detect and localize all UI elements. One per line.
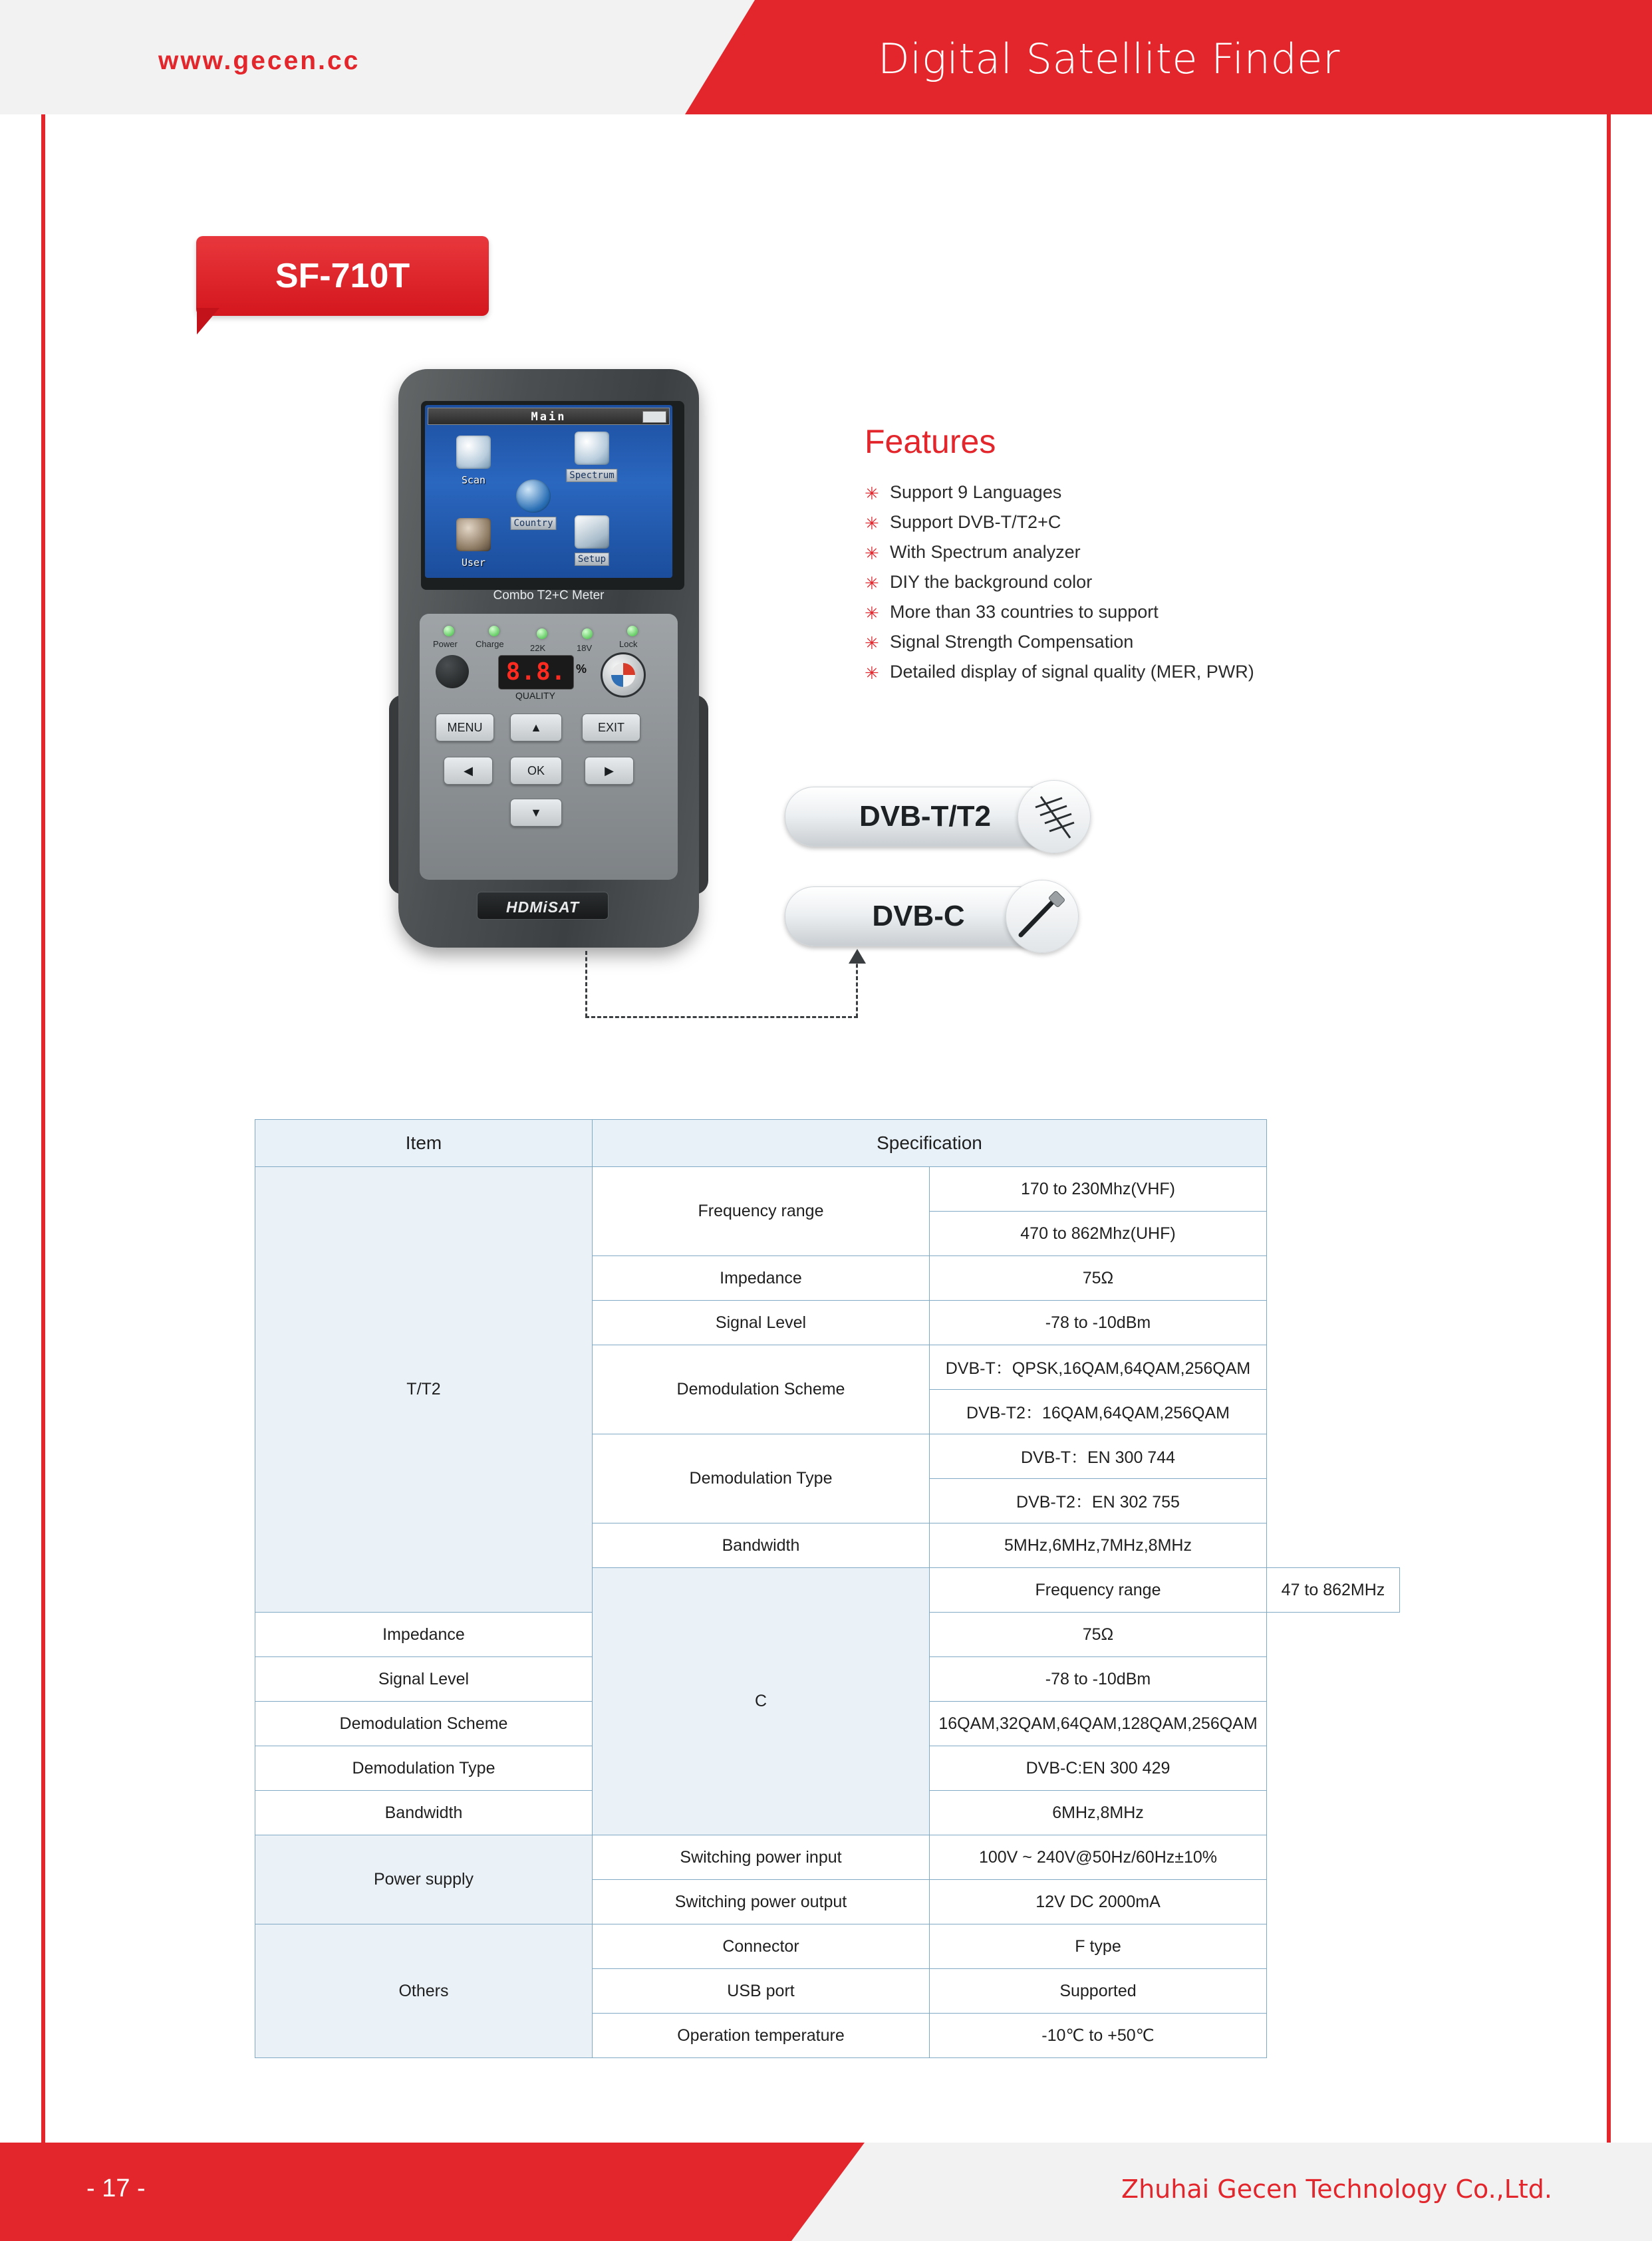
speaker-icon bbox=[436, 655, 469, 688]
feature-label: Signal Strength Compensation bbox=[890, 632, 1134, 652]
feature-item bbox=[865, 602, 1463, 632]
bullet-icon: ✳ bbox=[865, 633, 879, 653]
param-value: DVB-C:EN 300 429 bbox=[930, 1746, 1267, 1791]
screen-icon-label: Setup bbox=[575, 553, 609, 566]
company-name: Zhuhai Gecen Technology Co.,Ltd. bbox=[1121, 2175, 1552, 2204]
param-label: Switching power input bbox=[593, 1835, 930, 1880]
badge-circle-antenna bbox=[1018, 780, 1091, 853]
param-label: Connector bbox=[593, 1924, 930, 1969]
user-icon bbox=[456, 518, 491, 551]
page-border-left bbox=[41, 114, 45, 2143]
param-value: 6MHz,8MHz bbox=[930, 1791, 1267, 1835]
features-heading: Features bbox=[865, 423, 996, 460]
led-18v-icon bbox=[582, 628, 593, 639]
device-sublabel: Combo T2+C Meter bbox=[493, 589, 605, 602]
site-url: www.gecen.cc bbox=[158, 47, 360, 75]
feature-item bbox=[865, 662, 1463, 692]
page-title: Digital Satellite Finder bbox=[878, 35, 1340, 83]
feature-item bbox=[865, 572, 1463, 602]
feature-item bbox=[865, 512, 1463, 542]
bullet-icon: ✳ bbox=[865, 573, 879, 593]
screen-icon-label: User bbox=[461, 557, 486, 569]
compass-icon bbox=[601, 652, 646, 698]
menu-button[interactable]: MENU bbox=[436, 714, 494, 741]
bullet-icon: ✳ bbox=[865, 543, 879, 563]
category-label: T/T2 bbox=[255, 1167, 593, 1613]
table-row bbox=[255, 1167, 1400, 1212]
led-charge-label: Charge bbox=[476, 639, 504, 649]
antenna-icon bbox=[1018, 781, 1090, 853]
feature-label: With Spectrum analyzer bbox=[890, 542, 1081, 562]
bullet-icon: ✳ bbox=[865, 663, 879, 683]
model-tag-label: SF-710T bbox=[275, 257, 410, 295]
led-lock-label: Lock bbox=[619, 639, 638, 649]
device-illustration bbox=[389, 369, 708, 954]
magnifier-icon bbox=[456, 436, 491, 469]
param-value: -78 to -10dBm bbox=[930, 1301, 1267, 1345]
led-charge-icon bbox=[489, 626, 499, 636]
screen-icon-label: Country bbox=[510, 517, 556, 530]
feature-item bbox=[865, 632, 1463, 662]
connector-line-vertical-right bbox=[856, 958, 858, 1017]
param-value: 170 to 230Mhz(VHF) bbox=[930, 1167, 1267, 1212]
quality-caption: QUALITY bbox=[515, 690, 555, 701]
param-value: -78 to -10dBm bbox=[930, 1657, 1267, 1702]
param-label: Impedance bbox=[593, 1256, 930, 1301]
quality-display bbox=[498, 655, 587, 690]
param-label: Impedance bbox=[255, 1613, 593, 1657]
quality-value: 8.8. bbox=[505, 658, 567, 686]
screen-icon-spectrum bbox=[555, 430, 628, 483]
param-value: DVB-T：EN 300 744 bbox=[930, 1434, 1267, 1479]
led-power-label: Power bbox=[433, 639, 458, 649]
feature-label: Support 9 Languages bbox=[890, 482, 1062, 502]
page-header bbox=[0, 0, 1652, 114]
param-label: Frequency range bbox=[930, 1568, 1267, 1613]
screen-title: Main bbox=[531, 410, 567, 424]
param-value: 16QAM,32QAM,64QAM,128QAM,256QAM bbox=[930, 1702, 1267, 1746]
param-label: Bandwidth bbox=[255, 1791, 593, 1835]
led-22k-label: 22K bbox=[530, 643, 546, 653]
param-label: Bandwidth bbox=[593, 1523, 930, 1568]
feature-label: Detailed display of signal quality (MER, PWR) bbox=[890, 662, 1254, 682]
feature-label: Support DVB-T/T2+C bbox=[890, 512, 1061, 532]
table-row bbox=[255, 1924, 1400, 1969]
bullet-icon: ✳ bbox=[865, 603, 879, 623]
screen-titlebar bbox=[428, 408, 670, 425]
param-value: DVB-T2：16QAM,64QAM,256QAM bbox=[930, 1390, 1267, 1434]
param-value: 470 to 862Mhz(UHF) bbox=[930, 1212, 1267, 1256]
led-18v-label: 18V bbox=[577, 643, 593, 653]
down-button[interactable]: ▼ bbox=[510, 799, 562, 827]
compass-inner bbox=[611, 663, 635, 687]
feature-item bbox=[865, 542, 1463, 572]
specification-table bbox=[255, 1119, 1400, 2058]
spectrum-icon bbox=[575, 432, 609, 465]
feature-item bbox=[865, 482, 1463, 512]
param-label: Demodulation Scheme bbox=[255, 1702, 593, 1746]
param-value: DVB-T：QPSK,16QAM,64QAM,256QAM bbox=[930, 1345, 1267, 1390]
param-value: 75Ω bbox=[930, 1613, 1267, 1657]
screen-icon-label: Spectrum bbox=[566, 469, 617, 482]
coax-cable-icon bbox=[1006, 880, 1078, 952]
param-label: Demodulation Scheme bbox=[593, 1345, 930, 1434]
param-label: USB port bbox=[593, 1969, 930, 2014]
table-header-row bbox=[255, 1120, 1400, 1167]
param-value: 5MHz,6MHz,7MHz,8MHz bbox=[930, 1523, 1267, 1568]
page-number: - 17 - bbox=[86, 2175, 146, 2202]
param-value: Supported bbox=[930, 1969, 1267, 2014]
connector-line-vertical-left bbox=[585, 951, 587, 1017]
exit-button[interactable]: EXIT bbox=[582, 714, 640, 741]
page-border-right bbox=[1607, 114, 1611, 2143]
category-label: Power supply bbox=[255, 1835, 593, 1924]
page-footer bbox=[0, 2143, 1652, 2241]
param-value: 12V DC 2000mA bbox=[930, 1880, 1267, 1924]
screen-icon-user bbox=[437, 517, 510, 570]
bullet-icon: ✳ bbox=[865, 483, 879, 503]
globe-icon bbox=[516, 479, 551, 513]
param-label: Frequency range bbox=[593, 1167, 930, 1256]
param-value: F type bbox=[930, 1924, 1267, 1969]
connector-line-horizontal bbox=[585, 1016, 858, 1018]
right-button[interactable]: ▶ bbox=[585, 757, 634, 785]
param-value: 100V ~ 240V@50Hz/60Hz±10% bbox=[930, 1835, 1267, 1880]
features-list bbox=[865, 482, 1463, 692]
feature-label: More than 33 countries to support bbox=[890, 602, 1159, 622]
category-label: C bbox=[593, 1568, 930, 1835]
param-label: Demodulation Type bbox=[255, 1746, 593, 1791]
screen-icon-label: Scan bbox=[461, 474, 486, 486]
left-button[interactable]: ◀ bbox=[444, 757, 493, 785]
brand-label: HDMiSAT bbox=[505, 898, 580, 916]
screen-status-box bbox=[642, 411, 666, 423]
param-label: Demodulation Type bbox=[593, 1434, 930, 1523]
connector-arrow-head bbox=[849, 949, 866, 964]
setup-icon bbox=[575, 515, 609, 549]
led-22k-icon bbox=[537, 628, 547, 639]
quality-percent: % bbox=[575, 662, 587, 676]
led-lock-icon bbox=[627, 626, 638, 636]
device-keypad-panel bbox=[420, 614, 678, 880]
header-left-background bbox=[0, 0, 771, 114]
param-value: -10℃ to +50℃ bbox=[930, 2014, 1267, 2058]
param-label: Operation temperature bbox=[593, 2014, 930, 2058]
param-value: 75Ω bbox=[930, 1256, 1267, 1301]
led-power-icon bbox=[444, 626, 454, 636]
table-header-item: Item bbox=[255, 1120, 593, 1167]
table-header-specification: Specification bbox=[593, 1120, 1267, 1167]
category-label: Others bbox=[255, 1924, 593, 2058]
badge-label: DVB-C bbox=[872, 900, 965, 932]
badge-label: DVB-T/T2 bbox=[859, 800, 991, 833]
table-row bbox=[255, 1835, 1400, 1880]
up-button[interactable]: ▲ bbox=[510, 714, 562, 741]
device-screen bbox=[425, 405, 672, 578]
param-value: 47 to 862MHz bbox=[1267, 1568, 1400, 1613]
param-label: Switching power output bbox=[593, 1880, 930, 1924]
brand-plate bbox=[477, 892, 609, 920]
feature-label: DIY the background color bbox=[890, 572, 1093, 592]
screen-icon-setup bbox=[555, 514, 628, 567]
badge-circle-cable bbox=[1006, 880, 1079, 953]
model-tag-tail bbox=[197, 308, 219, 334]
model-tag bbox=[196, 236, 489, 316]
param-label: Signal Level bbox=[593, 1301, 930, 1345]
ok-button[interactable]: OK bbox=[510, 757, 562, 785]
param-label: Signal Level bbox=[255, 1657, 593, 1702]
param-value: DVB-T2：EN 302 755 bbox=[930, 1479, 1267, 1523]
bullet-icon: ✳ bbox=[865, 513, 879, 533]
